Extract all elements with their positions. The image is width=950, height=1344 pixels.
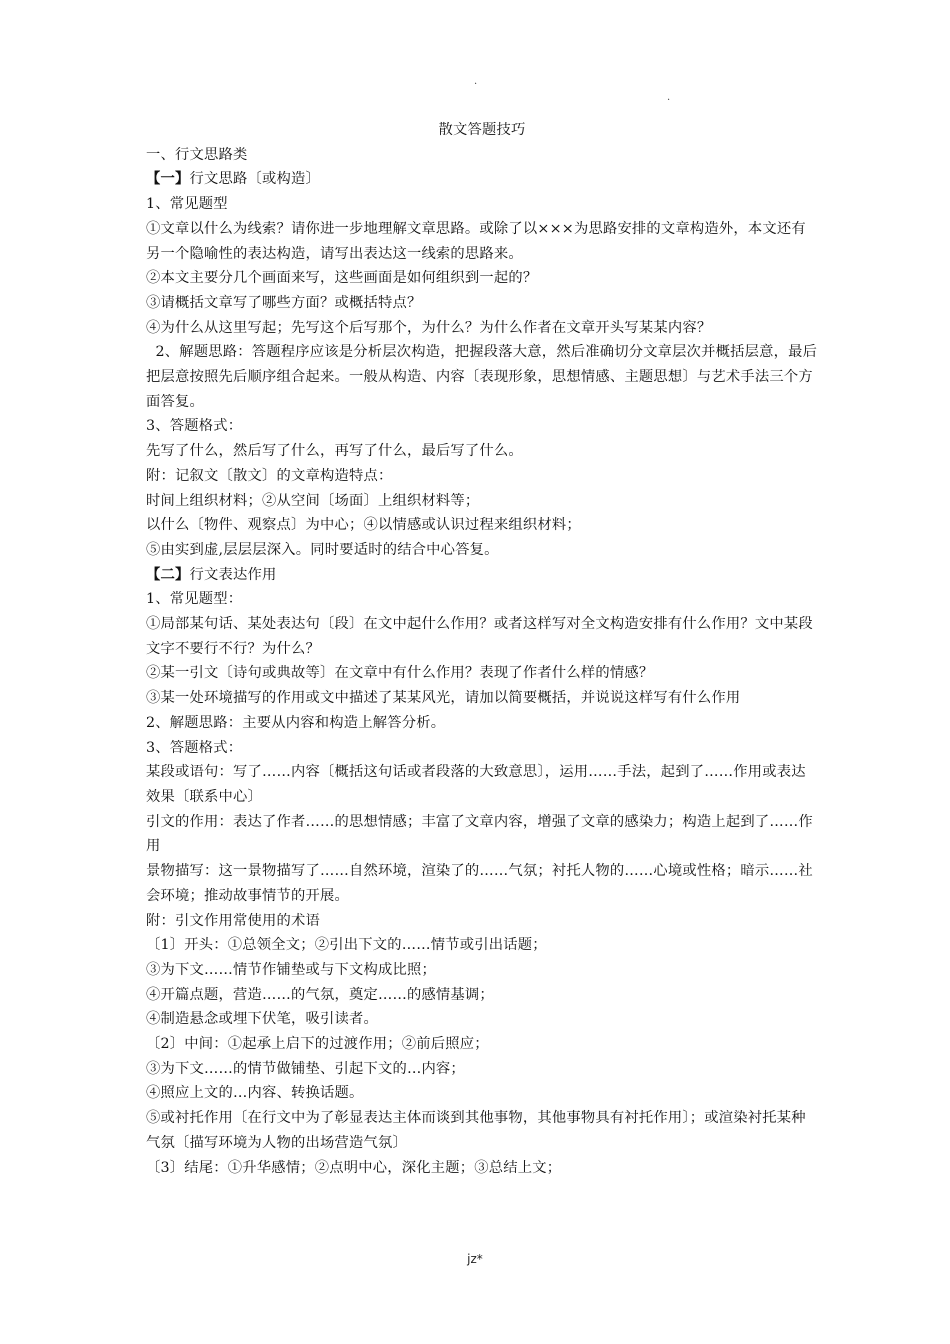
header-dot-left: . <box>474 76 478 87</box>
text-line: 〔3〕结尾：①升华感情；②点明中心，深化主题；③总结上文； <box>146 1159 562 1176</box>
text-line: 时间上组织材料；②从空间〔场面〕上组织材料等； <box>146 492 480 509</box>
text-line: 3、答题格式： <box>146 739 243 756</box>
text-line: ①文章以什么为线索？请你进一步地理解文章思路。或除了以×××为思路安排的文章构造外，本文还有另一个隐喻性的表达构造，请写出表达这一线索的思路来。 <box>146 220 806 262</box>
text-line: 1、常见题型： <box>146 591 243 608</box>
text-line: ④开篇点题，营造……的气氛，奠定……的感情基调； <box>146 986 494 1003</box>
text-line: ③为下文……的情节做铺垫、引起下文的…内容； <box>146 1060 465 1077</box>
subsection-title: 行文表达作用 <box>189 566 277 583</box>
text-line: 附：引文作用常使用的术语 <box>146 912 320 929</box>
document-title: 散文答题技巧 <box>438 122 526 138</box>
text-line: ⑤或衬托作用〔在行文中为了彰显表达主体而谈到其他事物，其他事物具有衬托作用〕；或渲染衬托某种气氛〔描写环境为人物的出场营造气氛〕 <box>146 1110 806 1151</box>
text-line: 2、解题思路：主要从内容和构造上解答分析。 <box>146 714 446 731</box>
text-line: 景物描写：这一景物描写了……自然环境，渲染了的……气氛；衬托人物的……心境或性格；暗示……社会环境；推动故事情节的开展。 <box>146 863 813 904</box>
subsection-number: 【一】 <box>146 171 190 188</box>
text-line: 附：记叙文〔散文〕的文章构造特点： <box>146 467 393 484</box>
text-line: ②某一引文〔诗句或典故等〕在文章中有什么作用？表现了作者什么样的情感？ <box>146 665 654 682</box>
text-line: 〔2〕中间：①起承上启下的过渡作用；②前后照应； <box>146 1036 489 1053</box>
subsection-title: 行文思路〔或构造〕 <box>189 171 320 188</box>
text-line: 2、解题思路：答题程序应该是分析层次构造，把握段落大意，然后准确切分文章层次并概括层意，最后把层意按照先后顺序组合起来。一般从构造、内容〔表现形象，思想情感、主题思想〕与艺术手法三个方面答复。 <box>146 344 818 410</box>
document-body <box>146 118 818 1180</box>
text-line: ③某一处环境描写的作用或文中描述了某某风光，请加以简要概括，并说说这样写有什么作用 <box>146 690 741 707</box>
text-line: 以什么〔物件、观察点〕为中心；④以情感或认识过程来组织材料； <box>146 517 581 534</box>
text-line: 引文的作用：表达了作者……的思想情感；丰富了文章内容，增强了文章的感染力；构造上起到了……作用 <box>146 813 813 855</box>
text-line: 1、常见题型 <box>146 196 228 213</box>
text-line: ③请概括文章写了哪些方面？或概括特点？ <box>146 294 422 311</box>
text-line: 〔1〕开头：①总领全文；②引出下文的……情节或引出话题； <box>146 937 547 954</box>
text-line: ④制造悬念或埋下伏笔，吸引读者。 <box>146 1011 378 1028</box>
subsection-number: 【二】 <box>146 566 190 583</box>
text-line: ①局部某句话、某处表达句〔段〕在文中起什么作用？或者这样写对全文构造安排有什么作用？文中某段文字不要行不行？为什么？ <box>146 616 813 657</box>
text-line: 先写了什么，然后写了什么，再写了什么，最后写了什么。 <box>146 443 523 460</box>
text-line: ④为什么从这里写起；先写这个后写那个，为什么？为什么作者在文章开头写某某内容？ <box>146 319 712 336</box>
text-line: ③为下文……情节作铺垫或与下文构成比照； <box>146 961 436 978</box>
text-line: 3、答题格式： <box>146 418 243 435</box>
page-footer: jz* <box>467 1252 483 1266</box>
subsection-heading <box>146 167 818 192</box>
section-heading: 一、行文思路类 <box>146 146 248 163</box>
text-line: ⑤由实到虚,层层层深入。同时要适时的结合中心答复。 <box>146 541 499 558</box>
subsection-heading <box>146 563 818 588</box>
text-line: 某段或语句：写了……内容〔概括这句话或者段落的大致意思〕，运用……手法，起到了……作用或表达效果〔联系中心〕 <box>146 764 806 805</box>
text-line: ④照应上文的…内容、转换话题。 <box>146 1085 364 1102</box>
text-line: ②本文主要分几个画面来写，这些画面是如何组织到一起的？ <box>146 270 538 287</box>
header-dot-right: . <box>667 92 671 103</box>
